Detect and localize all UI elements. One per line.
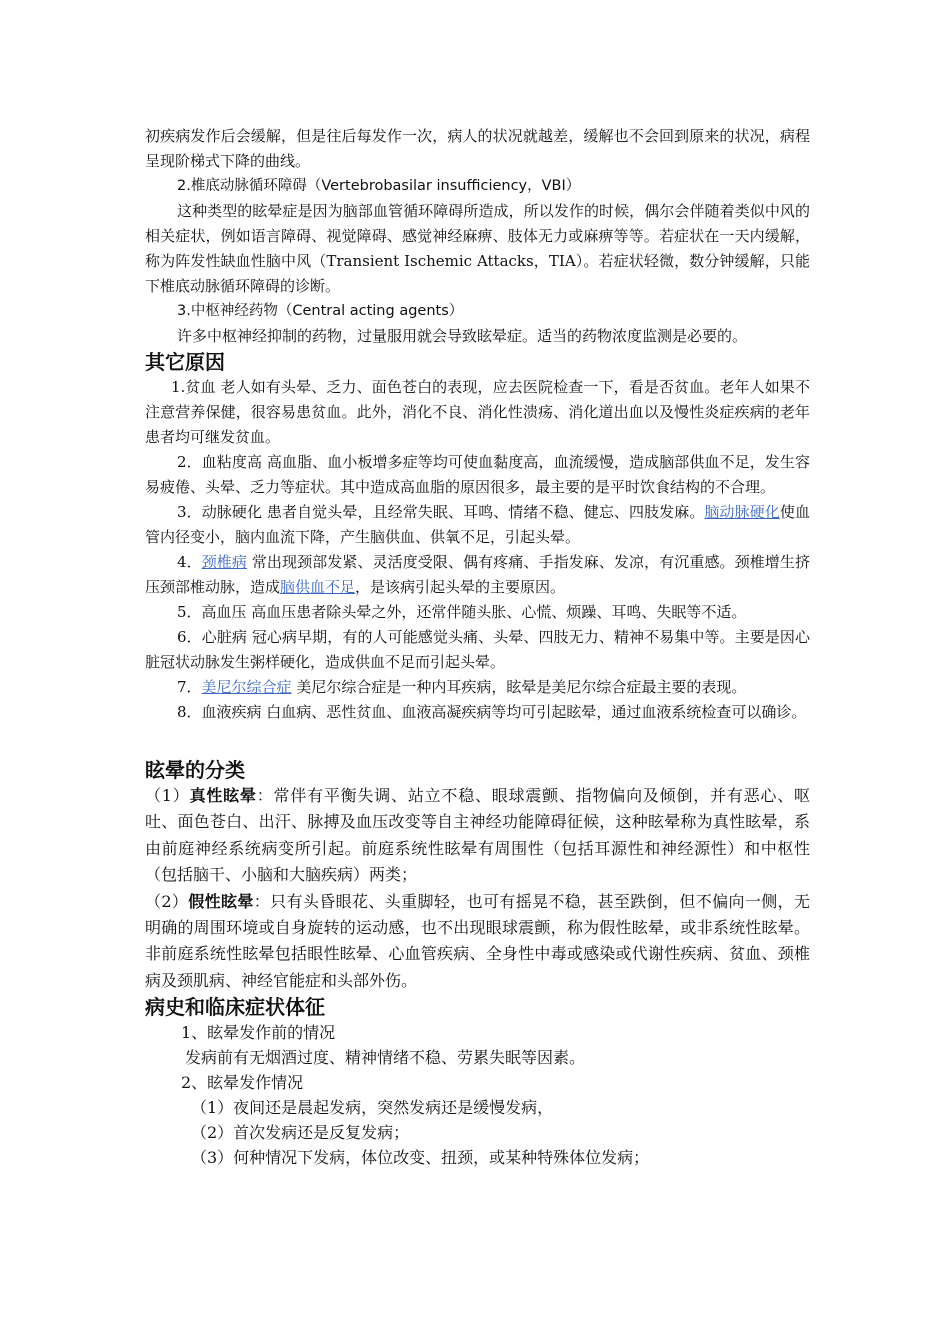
classification-false-vertigo (145, 889, 810, 995)
cause-item-text: 4． (177, 553, 202, 571)
history-line: 1、眩晕发作前的情况 (181, 1023, 336, 1043)
history-line: 2、眩晕发作情况 (181, 1073, 304, 1093)
term-false-vertigo: 假性眩晕 (188, 891, 254, 911)
link-cerebral-arteriosclerosis[interactable]: 脑动脉硬化 (704, 503, 780, 521)
definition-text: ：常伴有平衡失调、站立不稳、眼球震颤、指物偏向及倾倒，并有恶心、呕吐、面色苍白、出汗、脉搏及血压改变等自主神经功能障碍征候，这种眩晕称为真性眩晕，系由前庭神经系统病变所引起。前庭系统性眩晕有周围性（包括耳源性和神经源性）和中枢性（包括脑干、小脑和大脑疾病）两类； (145, 786, 810, 885)
subheading-vbi: 2.椎底动脉循环障碍（Vertebrobasilar insufficiency，VBI） (177, 178, 581, 194)
history-line: （2）首次发病还是反复发病； (191, 1123, 410, 1143)
cause-item-text: 7． (177, 678, 202, 696)
central-agents-paragraph: 许多中枢神经抑制的药物，过量服用就会导致眩晕症。适当的药物浓度监测是必要的。 (177, 327, 748, 345)
cause-item-arteriosclerosis (145, 500, 810, 550)
history-line: 发病前有无烟酒过度、精神情绪不稳、劳累失眠等因素。 (185, 1048, 586, 1068)
cause-item-blood-disease: 8．血液疾病 白血病、恶性贫血、血液高凝疾病等均可引起眩晕，通过血液系统检查可以确诊。 (177, 703, 807, 721)
cause-item-text: 常出现颈部发紧、灵活度受限、偶有疼痛、手指发麻、发凉，有沉重感。颈椎增生挤压颈部椎动脉，造成 (145, 553, 810, 596)
item-number: （2） (145, 891, 189, 911)
cause-item-text: 美尼尔综合症是一种内耳疾病，眩晕是美尼尔综合症最主要的表现。 (291, 678, 747, 696)
cause-item-meniere (145, 675, 810, 700)
cause-item-cervical (145, 550, 810, 600)
term-true-vertigo: 真性眩晕 (189, 786, 257, 805)
section-title-classification: 眩晕的分类 (145, 758, 245, 782)
definition-text: ：只有头昏眼花、头重脚轻，也可有摇晃不稳，甚至跌倒，但不偏向一侧，无明确的周围环境或自身旋转的运动感，也不出现眼球震颤，称为假性眩晕，或非系统性眩晕。非前庭系统性眩晕包括眼性眩晕、心血管疾病、全身性中毒或感染或代谢性疾病、贫血、颈椎病及颈肌病、神经官能症和头部外伤。 (145, 891, 810, 990)
cause-item-heart-disease: 6．心脏病 冠心病早期，有的人可能感觉头痛、头晕、四肢无力、精神不易集中等。主要是因心脏冠状动脉发生粥样硬化，造成供血不足而引起头晕。 (145, 628, 810, 671)
classification-true-vertigo (145, 783, 810, 889)
link-meniere-syndrome[interactable]: 美尼尔综合症 (201, 678, 292, 696)
item-number: （1） (145, 786, 190, 805)
cause-item-anemia: 1.贫血 老人如有头晕、乏力、面色苍白的表现，应去医院检查一下，看是否贫血。老年人如果不注意营养保健，很容易患贫血。此外，消化不良、消化性溃疡、消化道出血以及慢性炎症疾病的老年患者均可继发贫血。 (145, 378, 810, 446)
section-title-history: 病史和临床症状体征 (145, 995, 325, 1020)
link-cervical-spondylosis[interactable]: 颈椎病 (201, 553, 247, 571)
cause-item-hypertension: 5．高血压 高血压患者除头晕之外，还常伴随头胀、心慌、烦躁、耳鸣、失眠等不适。 (177, 603, 747, 621)
history-line: （3）何种情况下发病，体位改变、扭颈，或某种特殊体位发病； (191, 1148, 650, 1168)
history-line: （1）夜间还是晨起发病，突然发病还是缓慢发病， (191, 1098, 554, 1118)
cause-item-text: 3．动脉硬化 患者自觉头晕，且经常失眠、耳鸣、情绪不稳、健忘、四肢发麻。 (177, 503, 705, 521)
section-title-other-causes: 其它原因 (145, 350, 225, 374)
document-page (145, 124, 810, 1170)
cause-item-text: 使血管内径变小，脑内血流下降，产生脑供血、供氧不足，引起头晕。 (145, 503, 810, 546)
cause-item-blood-viscosity: 2．血粘度高 高血脂、血小板增多症等均可使血黏度高，血流缓慢，造成脑部供血不足，发生容易疲倦、头晕、乏力等症状。其中造成高血脂的原因很多，最主要的是平时饮食结构的不合理。 (145, 453, 810, 496)
subheading-central-agents: 3.中枢神经药物（Central acting agents） (177, 303, 464, 319)
cause-item-text: ，是该病引起头晕的主要原因。 (355, 578, 566, 596)
intro-paragraph: 初疾病发作后会缓解，但是往后每发作一次，病人的状况就越差，缓解也不会回到原来的状况，病程呈现阶梯式下降的曲线。 (145, 127, 810, 170)
vbi-paragraph: 这种类型的眩晕症是因为脑部血管循环障碍所造成，所以发作的时候，偶尔会伴随着类似中风的相关症状，例如语言障碍、视觉障碍、感觉神经麻痹、肢体无力或麻痹等等。若症状在一天内缓解，称为阵发性缺血性脑中风（Transient Ischemic Attacks，TIA）。若症状轻微，数分钟缓解，只能下椎底动脉循环障碍的诊断。 (145, 202, 810, 295)
link-cerebral-ischemia[interactable]: 脑供血不足 (280, 578, 356, 596)
